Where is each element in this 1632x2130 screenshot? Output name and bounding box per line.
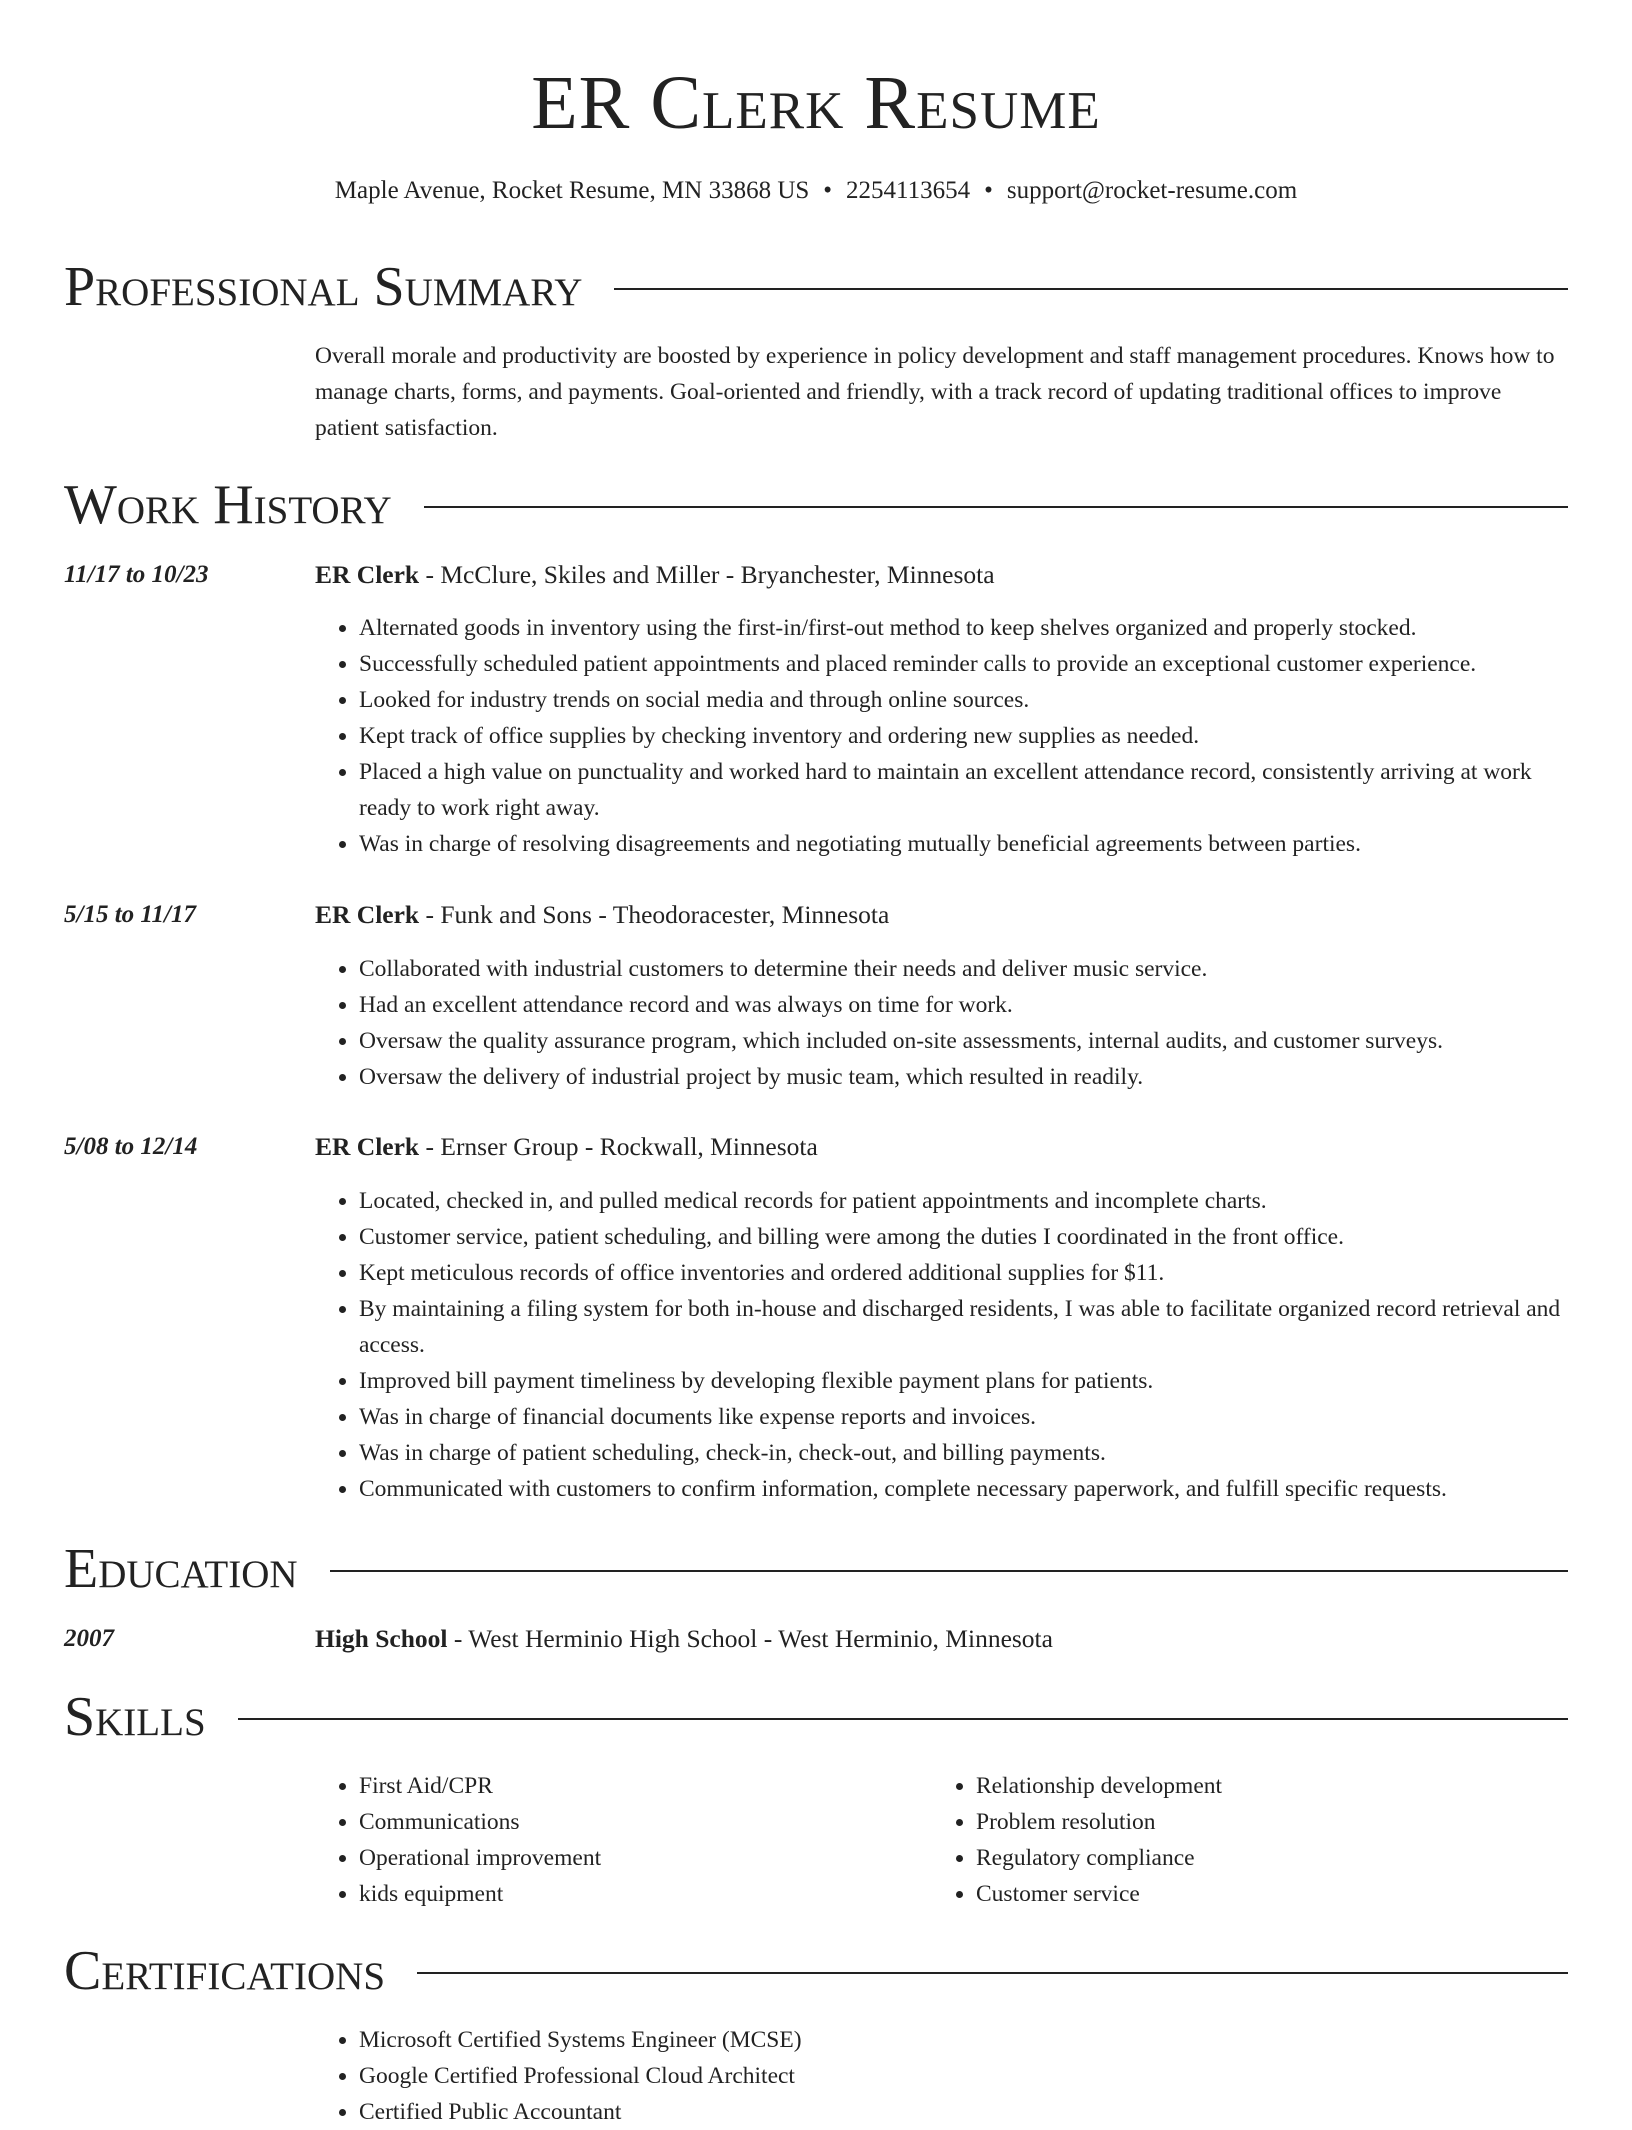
certifications-section-header: [64, 1938, 1568, 2004]
education-heading: Education: [64, 1538, 298, 1600]
job-bullets: [315, 1183, 1568, 1507]
job-bullet: • Communicated with customers to confirm information, complete necessary paperwork, and fulfill specific requests.: [359, 1471, 1568, 1507]
skills-heading: Skills: [64, 1686, 206, 1748]
job-title: ER Clerk: [315, 900, 420, 929]
job-dates: 11/17 to 10/23: [64, 561, 209, 588]
skills-section-header: [64, 1684, 1568, 1750]
job-bullet: • Improved bill payment timeliness by developing flexible payment plans for patients.: [359, 1363, 1568, 1399]
contact-line: [0, 174, 1632, 208]
education-entry: [315, 1622, 1053, 1656]
job-bullet: • Oversaw the quality assurance program, which included on-site assessments, internal audits, and customer surveys.: [359, 1023, 1568, 1059]
job-bullet: • Was in charge of financial documents like expense reports and invoices.: [359, 1399, 1568, 1435]
contact-separator: •: [823, 177, 833, 204]
contact-email: support@rocket-resume.com: [1006, 177, 1298, 204]
job-dates: 5/08 to 12/14: [64, 1133, 198, 1160]
job-details: - McClure, Skiles and Miller - Bryanchester, Minnesota: [419, 560, 995, 589]
skill-item: • Relationship development: [976, 1768, 1576, 1804]
job-bullet: • Successfully scheduled patient appointments and placed reminder calls to provide an exceptional customer experience.: [359, 646, 1568, 682]
job-heading: [315, 898, 889, 932]
job-bullet: • Customer service, patient scheduling, and billing were among the duties I coordinated in the front office.: [359, 1219, 1568, 1255]
skills-list-right: [932, 1768, 1576, 1912]
skill-item: • Operational improvement: [359, 1840, 959, 1876]
education-degree: High School: [315, 1624, 448, 1653]
job-title: ER Clerk: [315, 1132, 420, 1161]
skill-item: • Problem resolution: [976, 1804, 1576, 1840]
education-year: 2007: [64, 1625, 114, 1652]
skill-item: • kids equipment: [359, 1876, 959, 1912]
certifications-heading: Certifications: [64, 1940, 386, 2002]
section-divider: [330, 1570, 1568, 1572]
work-section-header: [64, 472, 1568, 538]
skill-item: • Customer service: [976, 1876, 1576, 1912]
skill-item: • Communications: [359, 1804, 959, 1840]
skill-item: • Regulatory compliance: [976, 1840, 1576, 1876]
job-title: ER Clerk: [315, 560, 420, 589]
job-bullet: • Kept track of office supplies by checking inventory and ordering new supplies as needed.: [359, 718, 1568, 754]
summary-text: Overall morale and productivity are boosted by experience in policy development and staff management procedures. Knows how to manage charts, forms, and payments. Goal-oriented and friendly, with a track record of updating traditional offices to improve patient satisfaction.: [315, 343, 1555, 441]
education-details: - West Herminio High School - West Herminio, Minnesota: [447, 1624, 1053, 1653]
certification-item: • Google Certified Professional Cloud Architect: [359, 2058, 1568, 2094]
job-bullet: • Looked for industry trends on social media and through online sources.: [359, 682, 1568, 718]
job-bullets: [315, 951, 1568, 1095]
job-bullets: [315, 610, 1568, 862]
job-heading: [315, 1130, 818, 1164]
job-bullet: • Kept meticulous records of office inventories and ordered additional supplies for $11.: [359, 1255, 1568, 1291]
summary-heading: Professional Summary: [64, 256, 583, 318]
certifications-list: [315, 2022, 1568, 2130]
job-details: - Ernser Group - Rockwall, Minnesota: [419, 1132, 818, 1161]
job-dates: 5/15 to 11/17: [64, 901, 196, 928]
job-heading: [315, 558, 995, 592]
job-bullet: • By maintaining a filing system for both in-house and discharged residents, I was able to facilitate organized record retrieval and access.: [359, 1291, 1568, 1363]
job-bullet: • Collaborated with industrial customers to determine their needs and deliver music service.: [359, 951, 1568, 987]
summary-section-header: [64, 254, 1568, 320]
job-bullet: • Had an excellent attendance record and was always on time for work.: [359, 987, 1568, 1023]
skill-item: • First Aid/CPR: [359, 1768, 959, 1804]
section-divider: [424, 506, 1568, 508]
job-bullet: • Oversaw the delivery of industrial project by music team, which resulted in readily.: [359, 1059, 1568, 1095]
section-divider: [417, 1972, 1568, 1974]
section-divider: [238, 1718, 1568, 1720]
job-bullet: • Placed a high value on punctuality and worked hard to maintain an excellent attendance record, consistently arriving at work ready to work right away.: [359, 754, 1568, 826]
job-bullet: • Alternated goods in inventory using the first-in/first-out method to keep shelves organized and properly stocked.: [359, 610, 1568, 646]
certification-item: • Microsoft Certified Systems Engineer (MCSE): [359, 2022, 1568, 2058]
contact-address: Maple Avenue, Rocket Resume, MN 33868 US: [334, 177, 810, 204]
job-details: - Funk and Sons - Theodoracester, Minnesota: [419, 900, 890, 929]
skills-list-left: [315, 1768, 959, 1912]
job-bullet: • Was in charge of resolving disagreements and negotiating mutually beneficial agreements between parties.: [359, 826, 1568, 862]
work-heading: Work History: [64, 474, 392, 536]
job-bullet: • Located, checked in, and pulled medical records for patient appointments and incomplete charts.: [359, 1183, 1568, 1219]
job-bullet: • Was in charge of patient scheduling, check-in, check-out, and billing payments.: [359, 1435, 1568, 1471]
contact-separator: •: [984, 177, 993, 204]
resume-title: ER Clerk Resume: [531, 61, 1101, 145]
section-divider: [614, 288, 1568, 290]
certification-item: • Certified Public Accountant: [359, 2094, 1568, 2130]
education-section-header: [64, 1536, 1568, 1602]
contact-phone: 2254113654: [846, 177, 971, 204]
